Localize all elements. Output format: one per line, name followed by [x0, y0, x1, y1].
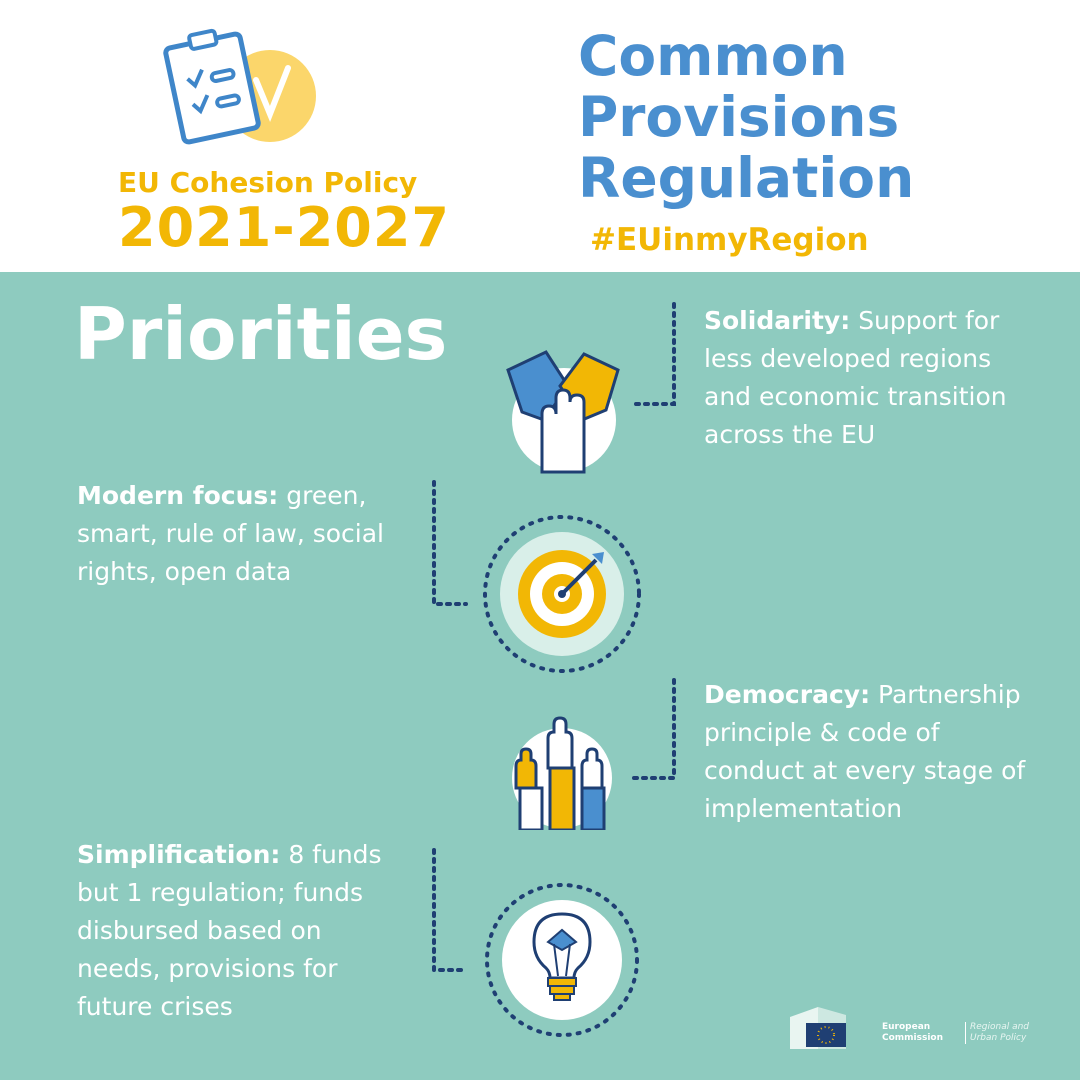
priority-text: 8 funds but 1 regulation; funds disbursed based on needs, provisions for future crises: [77, 840, 382, 1021]
priority-solidarity: [704, 302, 1034, 454]
policy-years: 2021-2027: [118, 196, 450, 259]
regulation-title-line: Common: [578, 24, 848, 88]
checklist-logo-icon: [160, 26, 320, 146]
priority-modern-focus: [77, 477, 417, 591]
solidarity-connector: [630, 300, 680, 410]
priority-label: Democracy:: [704, 680, 871, 709]
regulation-title-line: Regulation: [578, 146, 915, 210]
org-name: [882, 1022, 943, 1044]
header: [0, 0, 1080, 272]
section-title: Priorities: [74, 292, 448, 376]
priority-label: Solidarity:: [704, 306, 851, 335]
regulation-title-line: Provisions: [578, 85, 900, 149]
modern-focus-connector: [426, 478, 472, 610]
democracy-connector: [624, 676, 680, 786]
priority-text: green, smart, rule of law, social rights, open data: [77, 481, 384, 586]
raised-hands-icon: [504, 716, 620, 830]
target-icon: [480, 512, 644, 676]
directorate-name-line: Urban Policy: [970, 1033, 1027, 1043]
directorate-name-line: Regional and: [970, 1022, 1030, 1032]
priority-text: Support for less developed regions and economic transition across the EU: [704, 306, 1007, 449]
regulation-title: [578, 26, 914, 209]
directorate-name: [965, 1022, 1029, 1044]
hashtag: #EUinmyRegion: [590, 222, 869, 258]
simplification-connector: [426, 846, 472, 978]
priority-label: Simplification:: [77, 840, 281, 869]
hands-together-icon: [498, 340, 628, 476]
priority-democracy: [704, 676, 1044, 828]
priority-text: Partnership principle & code of conduct at every stage of implementation: [704, 680, 1026, 823]
org-name-line: European: [882, 1022, 931, 1032]
priority-simplification: [77, 836, 397, 1026]
org-name-line: Commission: [882, 1033, 944, 1043]
european-commission-logo: [788, 1005, 878, 1051]
lightbulb-icon: [482, 880, 642, 1040]
policy-name: EU Cohesion Policy: [118, 166, 418, 199]
priority-label: Modern focus:: [77, 481, 279, 510]
